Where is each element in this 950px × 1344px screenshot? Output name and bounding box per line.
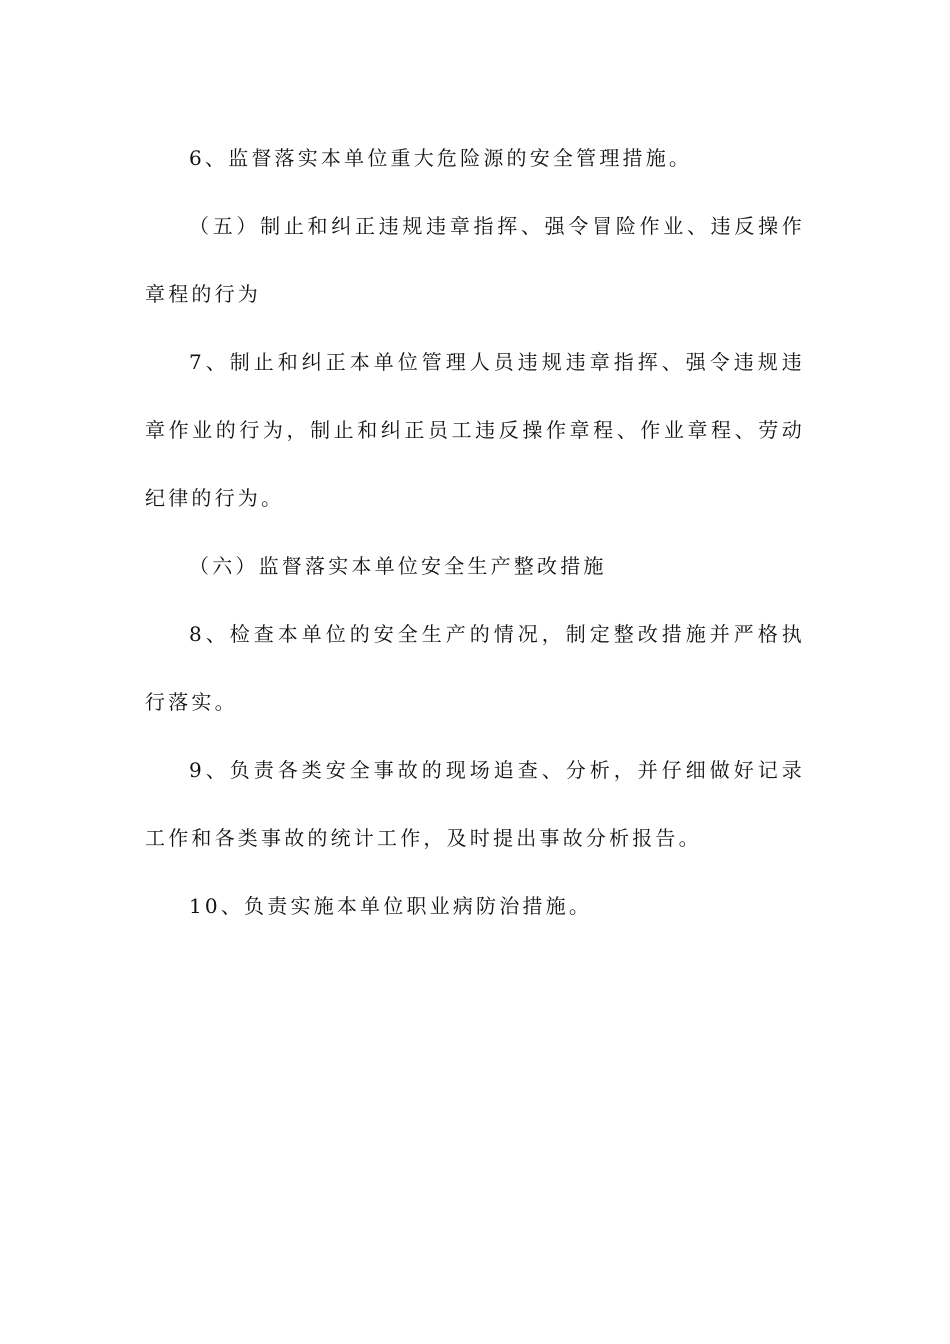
section-heading-6: （六）监督落实本单位安全生产整改措施 [189,554,607,578]
paragraph-item-7: 7、制止和纠正本单位管理人员违规违章指挥、强令违规违章作业的行为，制止和纠正员工违反操作章程、作业章程、劳动纪律的行为。 [145,350,805,510]
paragraph-item-10: 10、负责实施本单位职业病防治措施。 [189,894,593,918]
document-body [145,124,805,940]
paragraph-item-8: 8、检查本单位的安全生产的情况，制定整改措施并严格执行落实。 [145,622,805,714]
paragraph-item-6: 6、监督落实本单位重大危险源的安全管理措施。 [189,146,693,170]
paragraph-item-9: 9、负责各类安全事故的现场追查、分析，并仔细做好记录工作和各类事故的统计工作，及时提出事故分析报告。 [145,758,805,850]
section-heading-5: （五）制止和纠正违规违章指挥、强令冒险作业、违反操作章程的行为 [145,214,805,306]
